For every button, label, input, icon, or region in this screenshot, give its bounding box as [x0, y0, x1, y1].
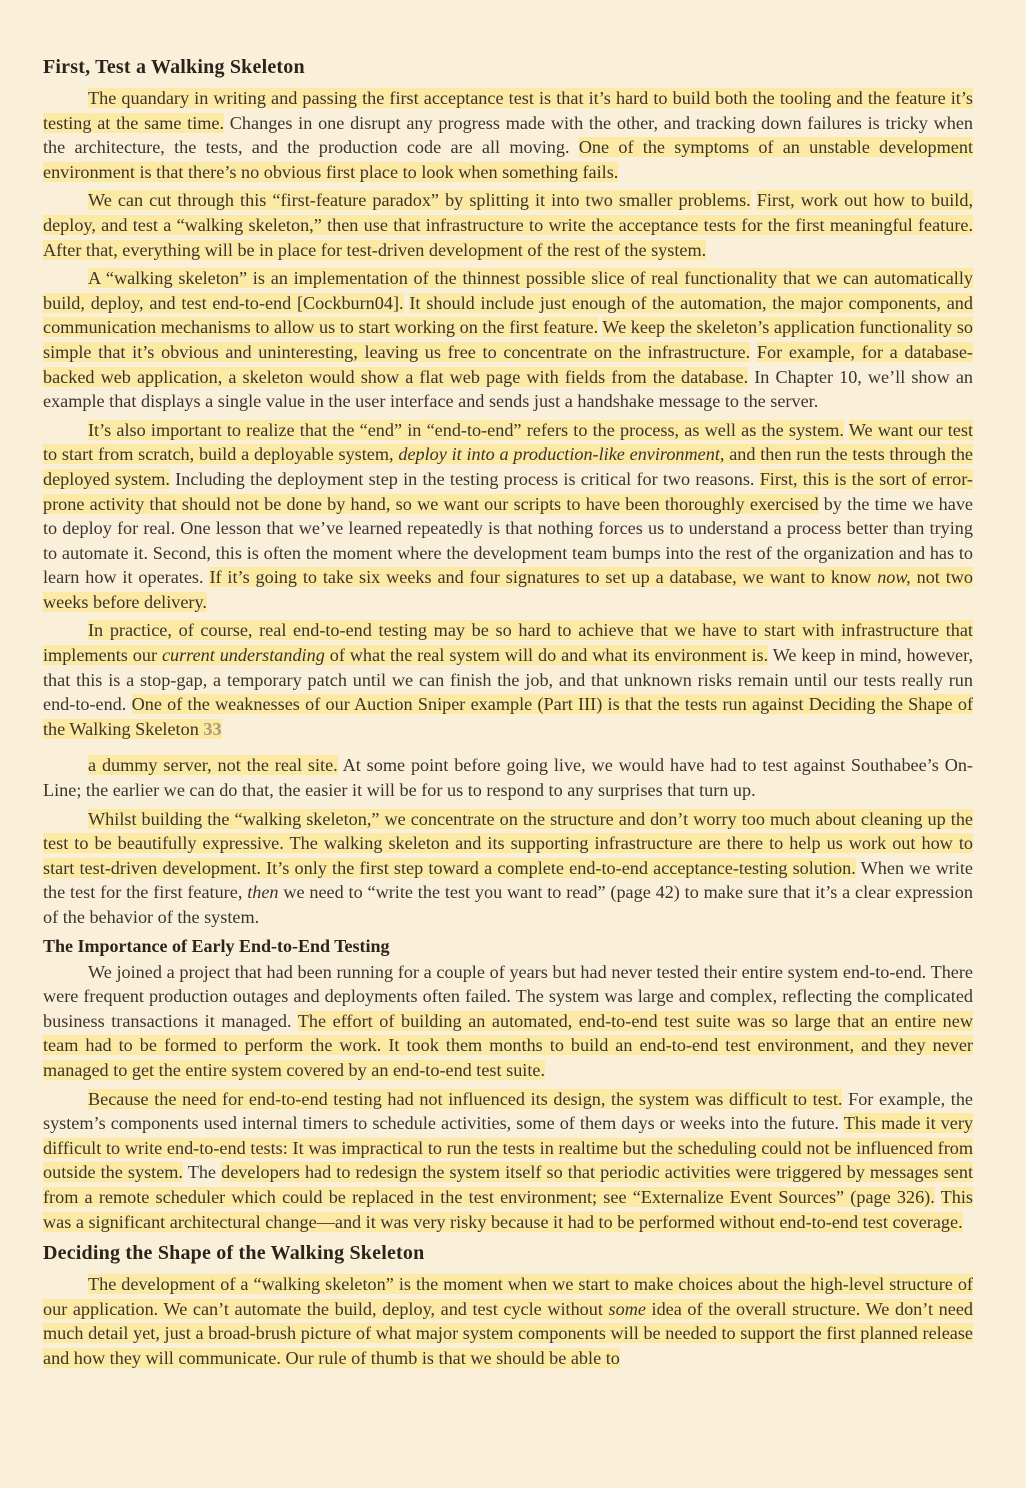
highlight: Because the need for end-to-end testing had not influenced its design, the system was difficult to test. [88, 1088, 843, 1109]
text: not two weeks before delivery. [43, 567, 973, 612]
text: For example, the system’s components used internal timers to schedule activities, some of them days or weeks into the future. [43, 1088, 973, 1134]
emphasis: then [247, 882, 279, 903]
paragraph-7 [43, 807, 973, 930]
highlight: It should include just enough of the automation, the major components, and communication mechanisms to allow us to start working on the first feature. [43, 292, 973, 338]
text: In Chapter 10, we’ll show an example that displays a single value in the user interface and sends just a handshake message to the server. [43, 366, 973, 412]
text: We want our test to start from scratch, build a deployable system, [43, 419, 973, 465]
highlight: The development of a “walking skeleton” is the moment when we start to make choices about the high-level structure of our application. [43, 1274, 973, 1319]
highlight: This was a significant architectural change—and it was very risky because it had to be performed without end-to-end test coverage. [43, 1186, 974, 1232]
text: we need to “write the test you want to read” (page 42) to make sure that it’s a clear expression of the behavior of the system. [43, 882, 973, 927]
section-heading-walking-skeleton: First, Test a Walking Skeleton [43, 56, 305, 78]
text [935, 1187, 941, 1207]
highlight [158, 1299, 860, 1319]
emphasis: current understanding [161, 645, 325, 666]
highlight: One of the symptoms of an unstable development environment is that there’s no obvious first place to look when something fails. [43, 137, 973, 182]
paragraph-5 [43, 618, 973, 741]
text: by the time we have to deploy for real. One lesson that we’ve learned repeatedly is that nothing forces us to understand a process better than trying to automate it. Second, this is often the moment where the development team bumps into the rest of the organization and has to learn how it operates. [43, 493, 973, 588]
highlight: For example, for a database-backed web application, a skeleton would show a flat web page with fields from the database. [43, 341, 973, 387]
emphasis: deploy it into a production-like environment [398, 444, 720, 465]
highlight: developers had to redesign the system itself so that periodic activities were triggered by messages sent from a remote scheduler which could be replaced in the test environment; see “Externalize Event Sources” (page 326). [43, 1162, 973, 1207]
highlight: It’s also important to realize that the “end” in “end-to-end” refers to the process, as well as the system. [88, 419, 844, 440]
text: At some point before going live, we would have had to test against Southabee’s On-Line; the earlier we can do that, the easier it will be for us to respond to any surprises that turn up. [43, 755, 973, 801]
paragraph-2 [43, 188, 973, 262]
text: If it’s going to take six weeks and four signatures to set up a database, we want to know [209, 567, 878, 588]
text: One of the weaknesses of our Auction Sniper example (Part III) is that the tests run against Deciding the Shape of the Walking Skeleton [43, 694, 974, 739]
text: We keep in mind, however, that this is a stop-gap, a temporary patch until we can finish the job, and that unknown risks remain until our tests really run end-to-end. [43, 645, 974, 715]
paragraph-4 [43, 418, 973, 615]
text: Changes in one disrupt any progress made with the other, and tracking down failures is tricky when the architecture, the tests, and the production code are all moving. [43, 112, 973, 158]
page-number: 33 [203, 718, 222, 739]
paragraph-1 [43, 86, 973, 184]
highlight: Whilst building the “walking skeleton,” we concentrate on the structure and don’t worry too much about cleaning up the test to be beautifully expressive. [43, 808, 973, 854]
section-heading-deciding-shape: Deciding the Shape of the Walking Skeleton [43, 1242, 425, 1265]
text: , and then run the tests through the deployed system. [43, 444, 973, 489]
paragraph-8 [43, 960, 973, 1083]
paragraph-3 [43, 266, 973, 414]
highlight: After that, everything will be in place for test-driven development of the rest of the system. [43, 239, 707, 260]
highlight: The walking skeleton and its supporting infrastructure are there to help us work out how to start test-driven development. [43, 833, 973, 878]
text: In practice, of course, real end-to-end testing may be so hard to achieve that we have to start with infrastructure that implements our [43, 620, 973, 666]
text: of what the real system will do and what its environment is. [324, 645, 769, 666]
paragraph-10 [43, 1272, 973, 1370]
text: When we write the test for the first feature, [43, 857, 973, 903]
text: We joined a project that had been running for a couple of years but had never tested their entire system end-to-end. There were frequent production outages and deployments often failed. The system was large and complex, reflecting the complicated business transactions it managed. [43, 961, 973, 1031]
highlight: A “walking skeleton” is an implementation of the thinnest possible slice of real functionality that we can automatically build, deploy, and test end-to-end [Cockburn04]. [43, 268, 973, 313]
highlight: We can cut through this “first-feature paradox” by splitting it into two smaller problems. [88, 190, 751, 211]
highlight: First, work out how to build, deploy, and test a “walking skeleton,” then use that infrastructure to write the acceptance tests for the first meaningful feature. [43, 190, 973, 235]
text: We can’t automate the build, deploy, and test cycle without [158, 1298, 609, 1319]
text: idea of the overall structure. [645, 1298, 861, 1319]
highlight: The quandary in writing and passing the first acceptance test is that it’s hard to build both the tooling and the feature it’s testing at the same time. [43, 88, 973, 133]
paragraph-9 [43, 1087, 973, 1235]
highlight: The effort of building an automated, end-to-end test suite was so large that an entire new team had to be formed to perform the work. It took them months to build an end-to-end test environment, and they never managed to get the entire system covered by an end-to-end test suite. [43, 1010, 973, 1080]
highlight: We keep the skeleton’s application functionality so simple that it’s obvious and uninteresting, leaving us free to concentrate on the infrastructure. [43, 317, 973, 362]
highlight: This made it very difficult to write end-to-end tests: It was impractical to run the tests in realtime but the scheduling could not be influenced from outside the system. [43, 1113, 973, 1183]
document-page [43, 54, 973, 1375]
highlight: Our rule of thumb is that we should be able to [280, 1347, 620, 1368]
text: The [182, 1162, 222, 1183]
highlight: First, this is the sort of error-prone activity that should not be done by hand, so we want our scripts to have been thoroughly exercised [43, 468, 973, 514]
highlight: We don’t need much detail yet, just a broad-brush picture of what major system components will be needed to support the first planned release and how they will communicate. [43, 1298, 973, 1368]
highlight: It’s only the first step toward a complete end-to-end acceptance-testing solution. [260, 857, 856, 878]
paragraph-6 [43, 753, 973, 802]
emphasis: some [608, 1298, 646, 1319]
highlight: a dummy server, not the real site. [88, 755, 338, 776]
highlight [43, 694, 973, 739]
emphasis: now, [877, 567, 911, 588]
sidebar-heading-early-testing: The Importance of Early End-to-End Testing [43, 935, 390, 956]
text: Including the deployment step in the testing process is critical for two reasons. [169, 468, 760, 489]
